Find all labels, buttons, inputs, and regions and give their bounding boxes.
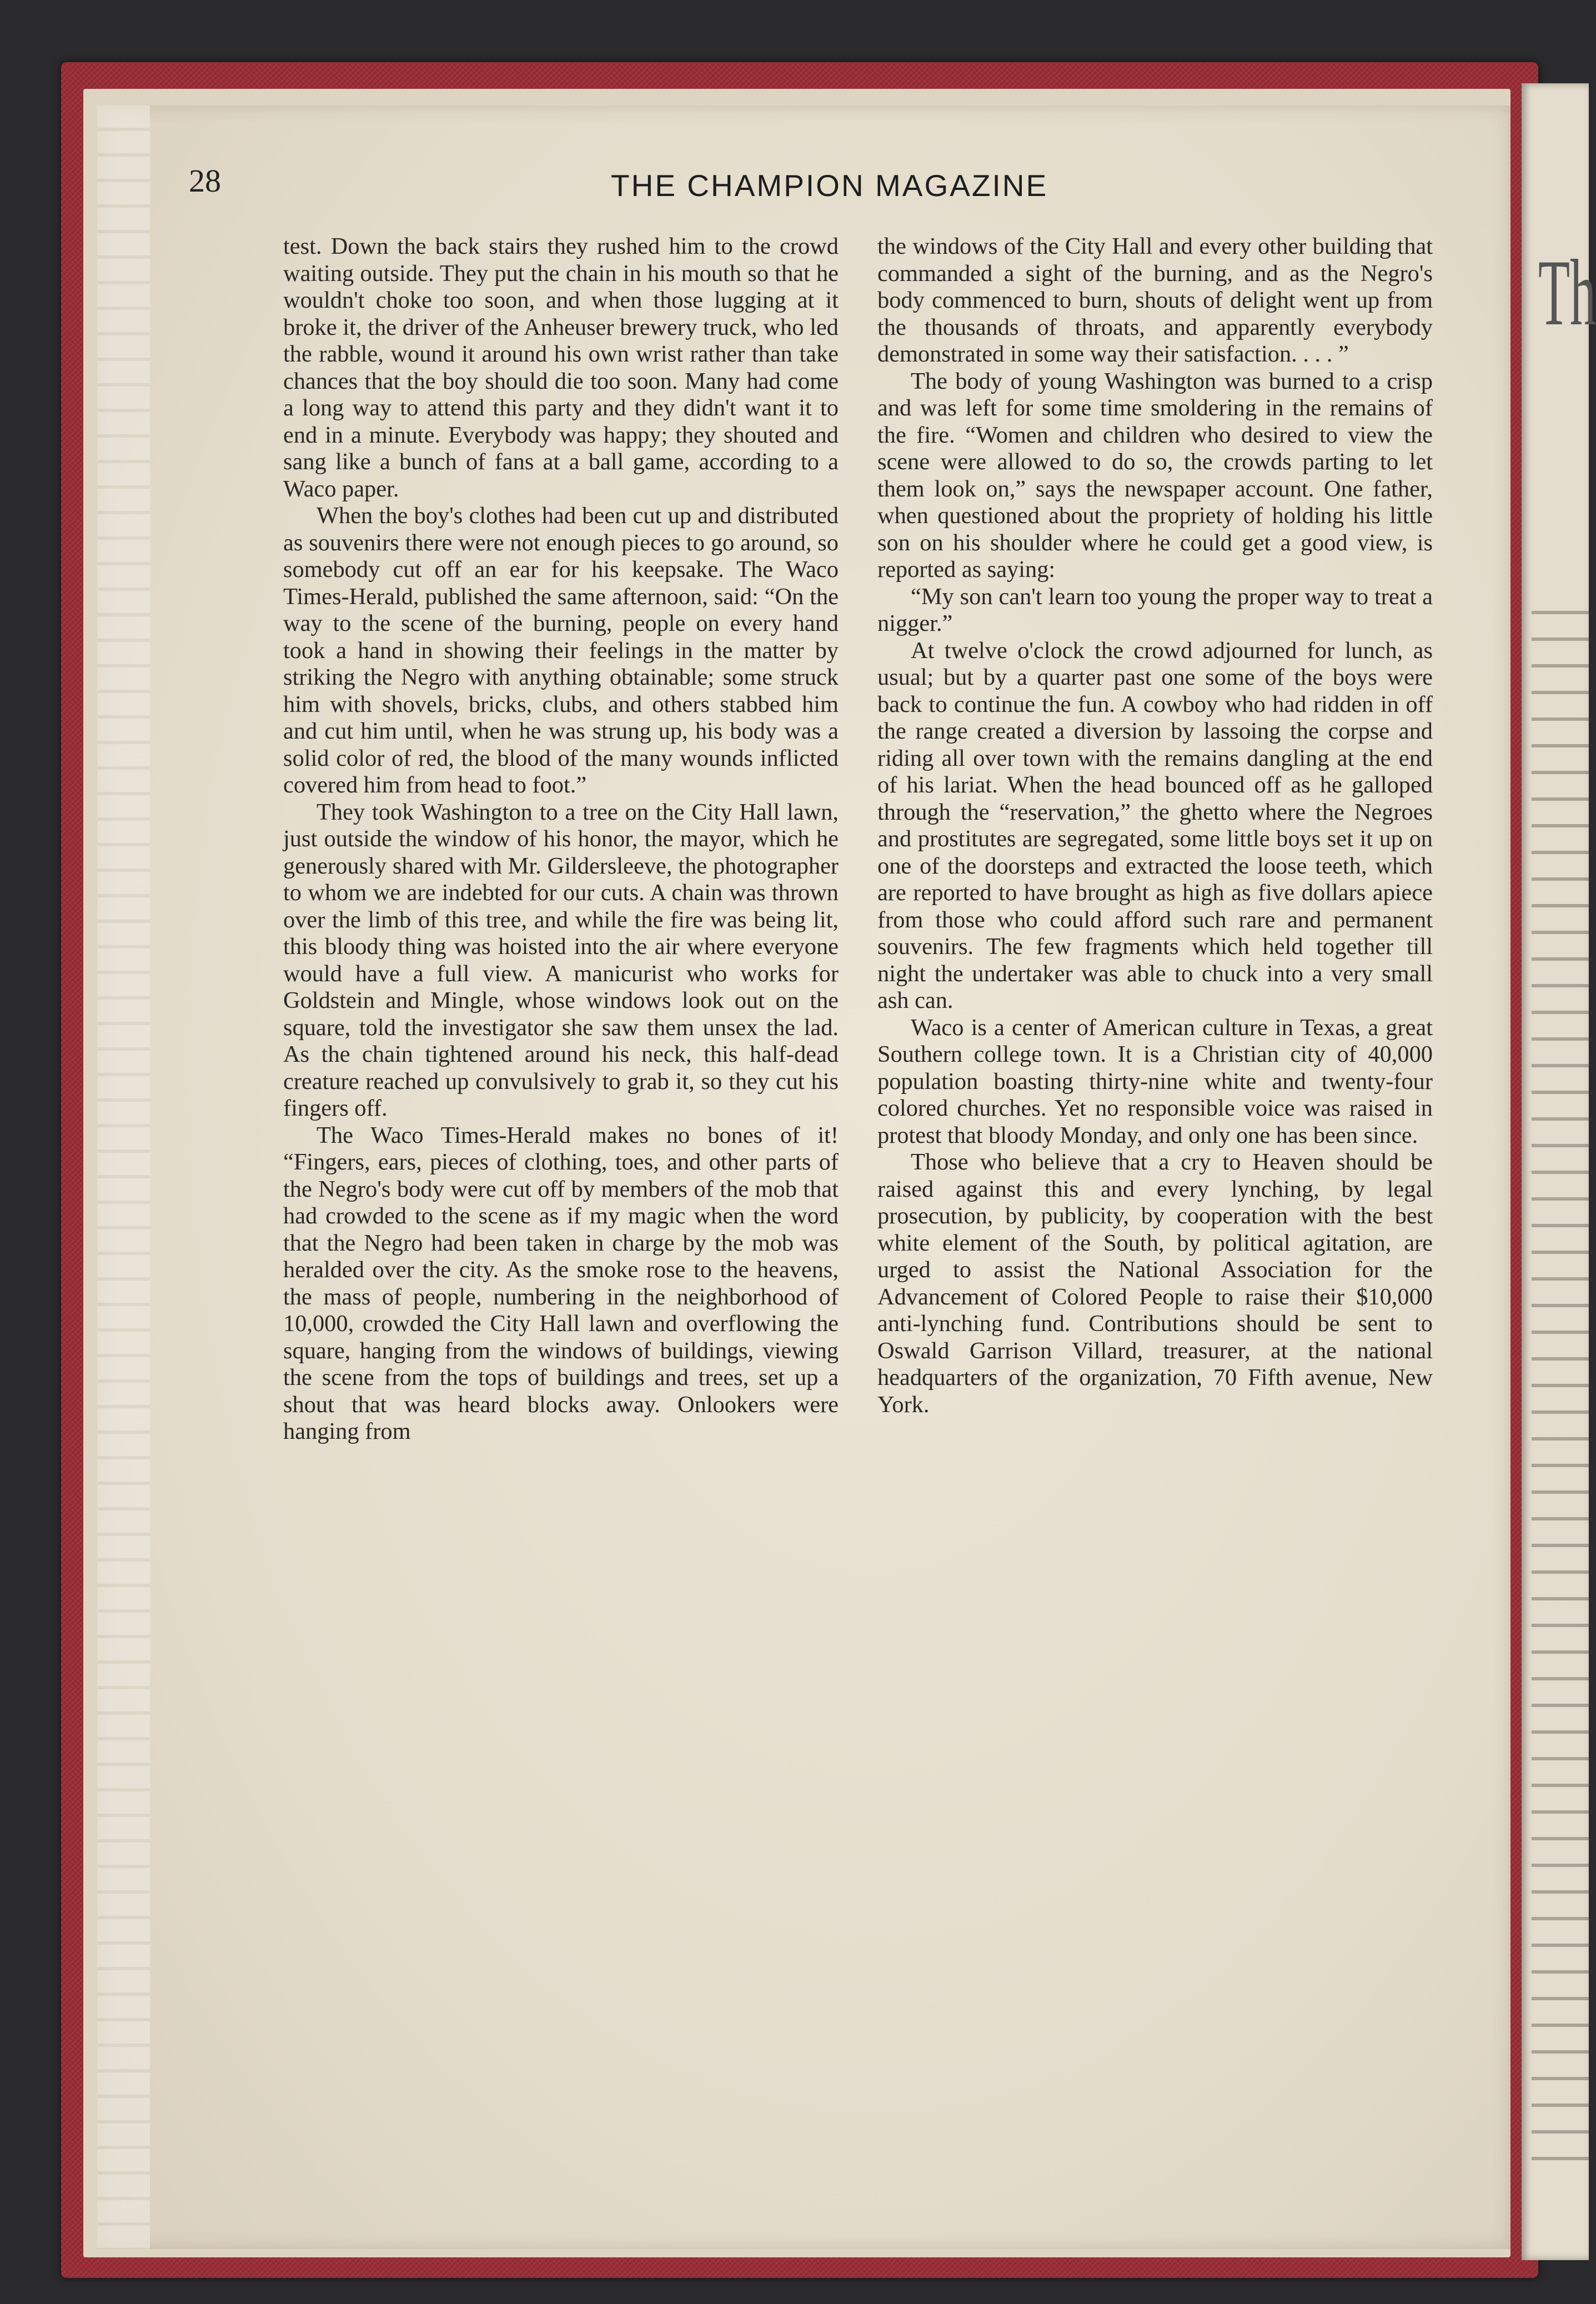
paragraph: The body of young Washington was burned to a crisp and was left for some time smoldering in the remains of the fire. “Women and children who desired to view the scene were allowed to do so, the crowds parting to let them look on,” says the newspaper account. One father, when questioned about the propriety of holding his little son on his shoulder where he could get a good view, is reported as saying: — [877, 368, 1433, 583]
adjacent-page-text-lines — [1532, 611, 1593, 2166]
paragraph: test. Down the back stairs they rushed him to the crowd waiting outside. They put the chain in his mouth so that he wouldn't choke too soon, and when those lugging at it broke it, the driver of the Anheuser brewery truck, who led the rabble, wound it around his own wrist rather than take chances that the boy should die too soon. Many had come a long way to attend this party and they didn't want it to end in a minute. Everybody was happy; they shouted and sang like a bunch of fans at a ball game, according to a Waco paper. — [283, 233, 839, 502]
paragraph: They took Washington to a tree on the City Hall lawn, just outside the window of his honor, the mayor, which he generously shared with Mr. Gildersleeve, the photographer to whom we are indebted for our cuts. A chain was thrown over the limb of this tree, and while the fire was being lit, this bloody thing was hoisted into the air where everyone would have a full view. A manicurist who works for Goldstein and Mingle, whose windows look out on the square, told the investigator she saw them unsex the lad. As the chain tightened around his neck, this half-dead creature reached up convulsively to grab it, so they cut his fingers off. — [283, 799, 839, 1121]
running-head: THE CHAMPION MAGAZINE — [611, 168, 1048, 203]
gutter-decoration — [97, 106, 150, 2249]
paragraph: Waco is a center of American culture in Texas, a great Southern college town. It is a Christian city of 40,000 population boasting thirty-nine white and twenty-four colored churches. Yet no responsible voice was raised in protest that bloody Monday, and only one has been since. — [877, 1014, 1433, 1148]
right-column — [877, 233, 1433, 1418]
paragraph: When the boy's clothes had been cut up and distributed as souvenirs there were not enough pieces to go around, so somebody cut off an ear for his keepsake. The Waco Times-Herald, published the same afternoon, said: “On the way to the scene of the burning, people on every hand took a hand in showing their feelings in the matter by striking the Negro with anything obtainable; some struck him with shovels, bricks, clubs, and others stabbed him and cut him until, when he was strung up, his body was a solid color of red, the blood of the many wounds inflicted covered him from head to foot.” — [283, 503, 839, 798]
adjacent-page-edge — [1522, 83, 1596, 2260]
paragraph: At twelve o'clock the crowd adjourned for lunch, as usual; but by a quarter past one some of the boys were back to continue the fun. A cowboy who had ridden in off the range created a diversion by lassoing the corpse and riding all over town with the remains dangling at the end of his lariat. When the head bounced off as he galloped through the “reservation,” the ghetto where the Negroes and prostitutes are segregated, some little boys set it up on one of the doorsteps and extracted the loose teeth, which are reported to have brought as high as five dollars apiece from those who could afford such rare and permanent souvenirs. The few fragments which held together till night the undertaker was able to chuck into a very small ash can. — [877, 637, 1433, 1013]
page-number: 28 — [189, 163, 221, 199]
paragraph: Those who believe that a cry to Heaven should be raised against this and every lynching, by legal prosecution, by publicity, by cooperation with the best white element of the South, by political agitation, are urged to assist the National Association for the Advancement of Colored People to raise their $10,000 anti-lynching fund. Contributions should be sent to Oswald Garrison Villard, treasurer, at the national headquarters of the organization, 70 Fifth avenue, New York. — [877, 1149, 1433, 1418]
left-column — [283, 233, 839, 1445]
paragraph: the windows of the City Hall and every other building that commanded a sight of the burning, and as the Negro's body commenced to burn, shouts of delight went up from the thousands of throats, and apparently everybody demonstrated in some way their satisfaction. . . . ” — [877, 233, 1433, 367]
paragraph: “My son can't learn too young the proper way to treat a nigger.” — [877, 583, 1433, 636]
adjacent-page-heading-fragment: Th — [1538, 240, 1596, 345]
paragraph: The Waco Times-Herald makes no bones of it! “Fingers, ears, pieces of clothing, toes, and other parts of the Negro's body were cut off by members of the mob that had crowded to the scene as if my magic when the word that the Negro had been taken in charge by the mob was heralded over the city. As the smoke rose to the heavens, the mass of people, numbering in the neighborhood of 10,000, crowded the City Hall lawn and overflowing the square, hanging from the windows of buildings, viewing the scene from the tops of buildings and trees, set up a shout that was heard blocks away. Onlookers were hanging from — [283, 1122, 839, 1444]
